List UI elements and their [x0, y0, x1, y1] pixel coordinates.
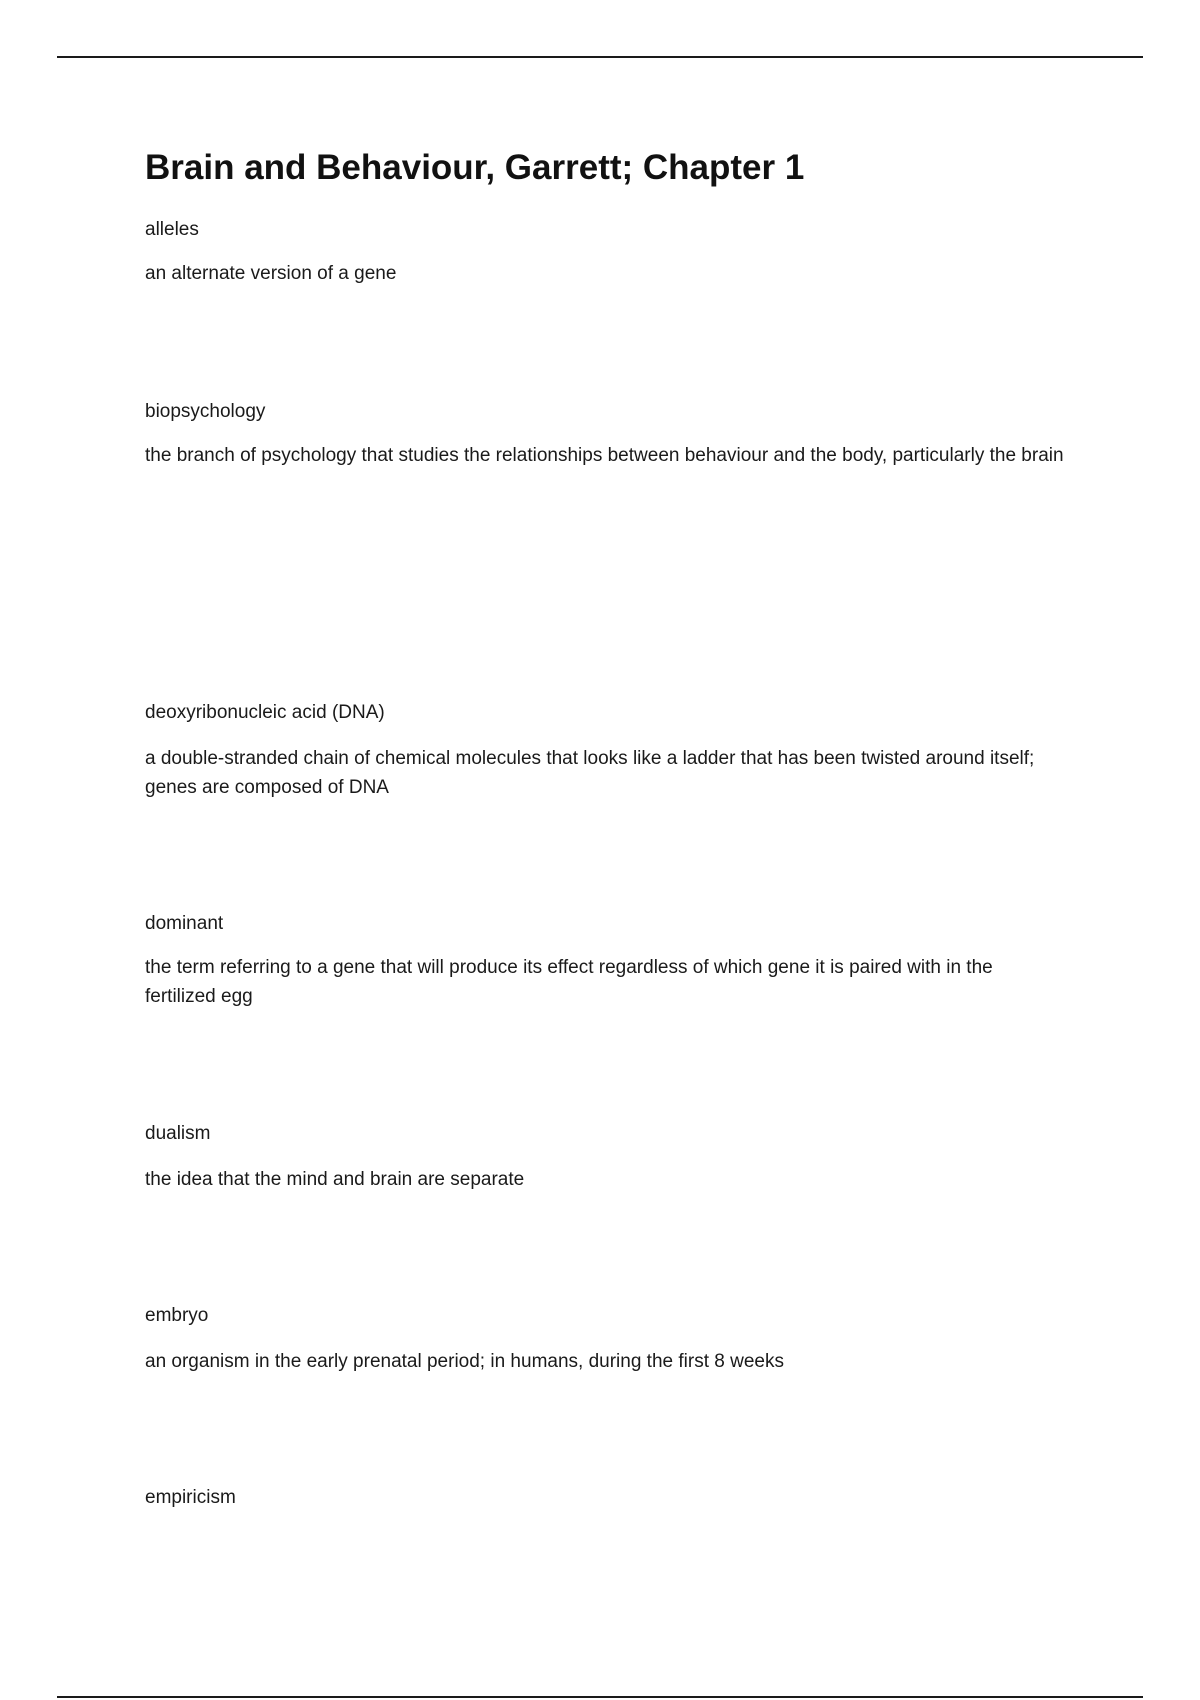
term-definition: the idea that the mind and brain are separate	[145, 1169, 525, 1190]
term-label: deoxyribonucleic acid (DNA)	[145, 702, 385, 723]
term-definition: the branch of psychology that studies the relationships between behaviour and the body, particularly the brain	[145, 445, 1064, 466]
term-label: biopsychology	[145, 401, 266, 422]
term-definition: an organism in the early prenatal period; in humans, during the first 8 weeks	[145, 1351, 784, 1372]
top-rule	[57, 56, 1143, 58]
term-definition: the term referring to a gene that will produce its effect regardless of which gene it is paired with in the fertilized egg	[145, 957, 993, 1007]
term-definition: an alternate version of a gene	[145, 263, 397, 284]
document-title: Brain and Behaviour, Garrett; Chapter 1	[145, 148, 805, 187]
term-label: embryo	[145, 1305, 209, 1326]
term-definition: a double-stranded chain of chemical molecules that looks like a ladder that has been twisted around itself; genes are composed of DNA	[145, 748, 1035, 798]
term-label: dominant	[145, 913, 224, 934]
term-label: alleles	[145, 219, 199, 240]
bottom-rule	[57, 1696, 1143, 1698]
term-label: dualism	[145, 1123, 211, 1144]
term-label: empiricism	[145, 1487, 236, 1508]
